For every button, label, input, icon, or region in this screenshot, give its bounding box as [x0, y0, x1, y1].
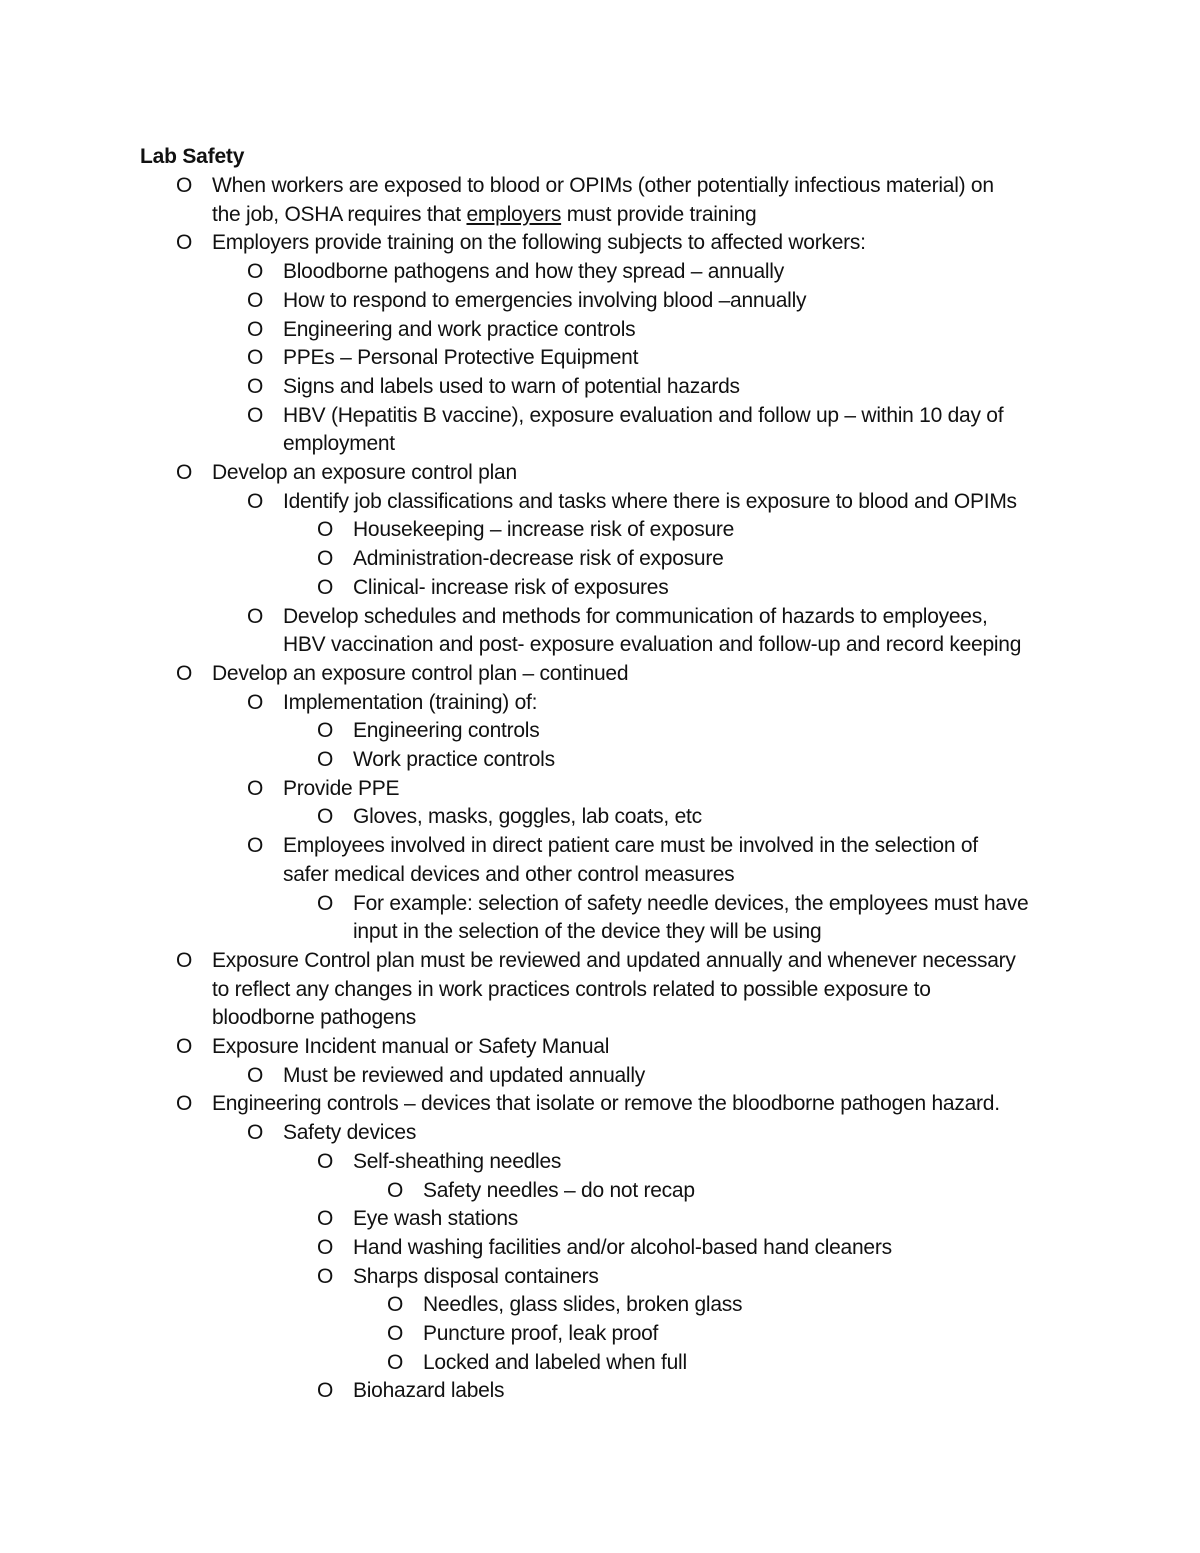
document-title: Lab Safety [140, 145, 245, 168]
bullet-marker: O [317, 575, 334, 599]
text-segment: Biohazard labels [353, 1379, 505, 1403]
bullet-marker: O [317, 1264, 334, 1288]
bullet-marker: O [247, 317, 264, 341]
bullet-marker: O [317, 1149, 334, 1173]
bullet-marker: O [176, 1035, 193, 1058]
list-item-line [423, 1349, 687, 1378]
text-segment: Develop an exposure control plan [212, 461, 517, 484]
text-segment: to reflect any changes in work practices controls related to possible exposure to [212, 977, 931, 1001]
underlined-text: employers [466, 202, 562, 226]
bullet-marker: O [176, 948, 193, 972]
bullet-marker: O [247, 374, 264, 398]
text-segment: Must be reviewed and updated annually [283, 1063, 646, 1087]
bullet-marker: O [317, 1235, 334, 1259]
bullet-marker: O [247, 834, 264, 858]
list-item-line [283, 1119, 416, 1148]
text-segment: Safety needles – do not recap [423, 1178, 695, 1202]
text-segment: Puncture proof, leak proof [423, 1322, 659, 1345]
list-item-line [283, 287, 806, 316]
list-item-line [212, 947, 1016, 976]
bullet-marker: O [176, 661, 193, 685]
text-segment: Signs and labels used to warn of potential hazards [283, 374, 740, 398]
text-segment: Employers provide training on the following subjects to affected workers: [212, 231, 866, 255]
list-item-line [212, 201, 756, 230]
list-item-line [423, 1177, 695, 1206]
bullet-marker: O [247, 604, 264, 628]
bullet-marker: O [317, 1379, 334, 1403]
text-segment: Eye wash stations [353, 1207, 519, 1231]
text-segment: HBV vaccination and post- exposure evaluation and follow-up and record keeping [283, 633, 1022, 657]
bullet-marker: O [317, 1207, 334, 1231]
text-segment: bloodborne pathogens [212, 1006, 417, 1030]
text-segment: Bloodborne pathogens and how they spread – annually [283, 260, 784, 284]
text-segment: Work practice controls [353, 748, 555, 771]
list-item-line [353, 717, 539, 746]
text-segment: HBV (Hepatitis B vaccine), exposure evaluation and follow up – within 10 day of [283, 403, 1004, 427]
list-item-line [212, 229, 866, 258]
list-item-line [283, 631, 1021, 660]
text-segment: When workers are exposed to blood or OPIMs (other potentially infectious material) on [212, 174, 994, 197]
list-item-line [283, 603, 988, 632]
bullet-marker: O [176, 231, 193, 255]
text-segment: Administration-decrease risk of exposure [353, 547, 724, 571]
bullet-marker: O [247, 260, 264, 284]
bullet-marker: O [247, 489, 264, 513]
text-segment: Safety devices [283, 1121, 417, 1145]
list-item-line [283, 402, 1003, 431]
text-segment: How to respond to emergencies involving blood –annually [283, 288, 807, 312]
list-item-line [353, 545, 724, 574]
list-item-line [353, 746, 555, 775]
text-segment: Engineering controls – devices that isolate or remove the bloodborne pathogen hazard. [212, 1092, 1000, 1116]
text-segment: Exposure Control plan must be reviewed and updated annually and whenever necessary [212, 948, 1016, 972]
text-segment: Engineering and work practice controls [283, 317, 636, 341]
bullet-marker: O [317, 748, 334, 771]
text-segment: safer medical devices and other control measures [283, 862, 735, 886]
text-segment: Clinical- increase risk of exposures [353, 575, 669, 599]
text-segment: Needles, glass slides, broken glass [423, 1293, 743, 1317]
list-item-line [353, 1263, 599, 1292]
text-segment: Housekeeping – increase risk of exposure [353, 518, 735, 542]
bullet-marker: O [317, 805, 334, 829]
list-item-line [283, 316, 635, 345]
text-segment: For example: selection of safety needle devices, the employees must have [353, 891, 1029, 915]
list-item-line [423, 1320, 658, 1349]
text-segment: Develop schedules and methods for communication of hazards to employees, [283, 604, 988, 628]
text-segment: Develop an exposure control plan – continued [212, 661, 629, 685]
text-segment: Provide PPE [283, 776, 400, 800]
text-segment: Locked and labeled when full [423, 1350, 687, 1374]
list-item-line [353, 516, 734, 545]
list-item-line [212, 172, 994, 201]
list-item-line [212, 459, 517, 488]
text-segment: must provide training [561, 202, 757, 226]
bullet-marker: O [317, 719, 334, 743]
text-segment: PPEs – Personal Protective Equipment [283, 346, 639, 370]
list-item-line [283, 344, 638, 373]
bullet-marker: O [247, 288, 264, 312]
text-segment: Sharps disposal containers [353, 1264, 599, 1288]
bullet-marker: O [247, 1121, 264, 1145]
bullet-marker: O [247, 690, 264, 714]
bullet-marker: O [317, 891, 334, 915]
text-segment: input in the selection of the device they will be using [353, 920, 822, 944]
list-item-line [423, 1291, 742, 1320]
bullet-marker: O [247, 403, 264, 427]
list-item-line [283, 832, 978, 861]
text-segment: Engineering controls [353, 719, 540, 743]
text-segment: employment [283, 432, 395, 456]
bullet-marker: O [247, 346, 264, 370]
text-segment: Exposure Incident manual or Safety Manual [212, 1035, 610, 1058]
list-item-line [283, 1062, 645, 1091]
text-segment: Identify job classifications and tasks where there is exposure to blood and OPIMs [283, 489, 1017, 513]
bullet-marker: O [387, 1322, 404, 1345]
list-item-line [353, 1377, 504, 1406]
text-segment: the job, OSHA requires that [212, 202, 467, 226]
list-item-line [212, 1033, 609, 1062]
list-item-line [353, 918, 821, 947]
bullet-marker: O [387, 1350, 404, 1374]
list-item-line [283, 430, 395, 459]
list-item-line [353, 890, 1028, 919]
text-segment: Implementation (training) of: [283, 690, 538, 714]
list-item-line [353, 1148, 561, 1177]
list-item-line [283, 861, 734, 890]
list-item-line [212, 976, 931, 1005]
bullet-marker: O [247, 1063, 264, 1087]
bullet-marker: O [247, 776, 264, 800]
list-item-line [353, 1234, 892, 1263]
list-item-line [212, 1004, 416, 1033]
bullet-marker: O [176, 174, 193, 197]
list-item-line [283, 258, 784, 287]
text-segment: Hand washing facilities and/or alcohol-based hand cleaners [353, 1235, 892, 1259]
bullet-marker: O [317, 547, 334, 571]
list-item-line [353, 574, 668, 603]
bullet-marker: O [387, 1178, 404, 1202]
bullet-marker: O [176, 1092, 193, 1116]
list-item-line [283, 775, 399, 804]
list-item-line [353, 803, 702, 832]
list-item-line [212, 660, 628, 689]
text-segment: Gloves, masks, goggles, lab coats, etc [353, 805, 702, 829]
list-item-line [353, 1205, 518, 1234]
text-segment: Self-sheathing needles [353, 1149, 562, 1173]
list-item-line [283, 488, 1017, 517]
list-item-line [212, 1090, 1000, 1119]
bullet-marker: O [387, 1293, 404, 1317]
list-item-line [283, 373, 740, 402]
list-item-line [283, 689, 537, 718]
text-segment: Employees involved in direct patient care must be involved in the selection of [283, 834, 978, 858]
bullet-marker: O [176, 461, 193, 484]
bullet-marker: O [317, 518, 334, 542]
